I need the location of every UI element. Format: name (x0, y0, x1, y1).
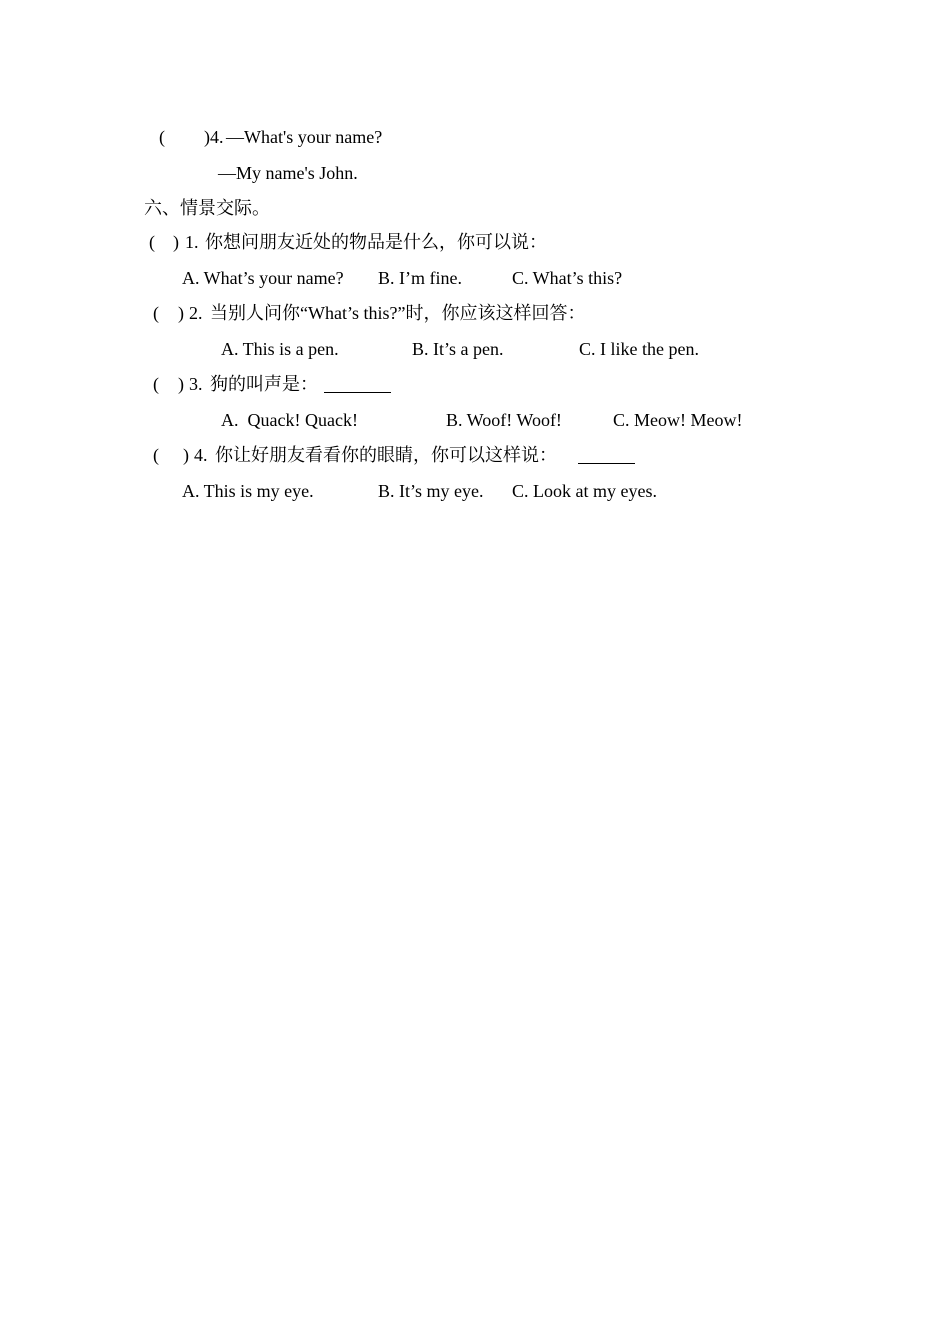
question-2-paren-close: ) (178, 303, 184, 323)
question-1-paren-open: ( (149, 232, 155, 252)
question-3-paren-close: ) (178, 374, 184, 394)
question-3-option-a: A. Quack! Quack! (221, 410, 358, 430)
q4-paren-open: ( (159, 127, 165, 147)
question-2-option-b: B. It’s a pen. (412, 339, 504, 359)
question-4-option-b: B. It’s my eye. (378, 481, 484, 501)
question-1-prompt: 你想问朋友近处的物品是什么，你可以说： (205, 232, 547, 252)
q4-answer: —My name's John. (218, 163, 358, 183)
question-3-option-c: C. Meow! Meow! (613, 410, 743, 430)
question-4-paren-open: ( (153, 445, 159, 465)
question-3-option-b: B. Woof! Woof! (446, 410, 562, 430)
question-2-option-c: C. I like the pen. (579, 339, 699, 359)
question-1-option-c: C. What’s this? (512, 268, 623, 288)
question-3-number: 3. (189, 374, 203, 394)
question-1-option-a: A. What’s your name? (182, 268, 344, 288)
question-4-option-c: C. Look at my eyes. (512, 481, 657, 501)
question-1-paren-close: ) (173, 232, 179, 252)
question-4-paren-close: ) (183, 445, 189, 465)
question-4-answer-blank[interactable] (578, 445, 635, 464)
q4-paren-close: ) (204, 127, 210, 147)
question-1-option-b: B. I’m fine. (378, 268, 462, 288)
question-3-paren-open: ( (153, 374, 159, 394)
question-4-number: 4. (194, 445, 208, 465)
question-4-prompt: 你让好朋友看看你的眼睛，你可以这样说： (215, 445, 557, 465)
question-2-paren-open: ( (153, 303, 159, 323)
question-1-number: 1. (185, 232, 199, 252)
question-2-number: 2. (189, 303, 203, 323)
question-3-prompt: 狗的叫声是： (210, 374, 318, 394)
q4-number: 4. (210, 127, 224, 147)
section-heading: 六、情景交际。 (144, 198, 270, 218)
q4-question: —What's your name? (226, 127, 383, 147)
question-4-option-a: A. This is my eye. (182, 481, 314, 501)
question-3-answer-blank[interactable] (324, 374, 391, 393)
question-2-prompt: 当别人问你“What’s this?”时，你应该这样回答： (210, 303, 586, 323)
question-2-option-a: A. This is a pen. (221, 339, 339, 359)
